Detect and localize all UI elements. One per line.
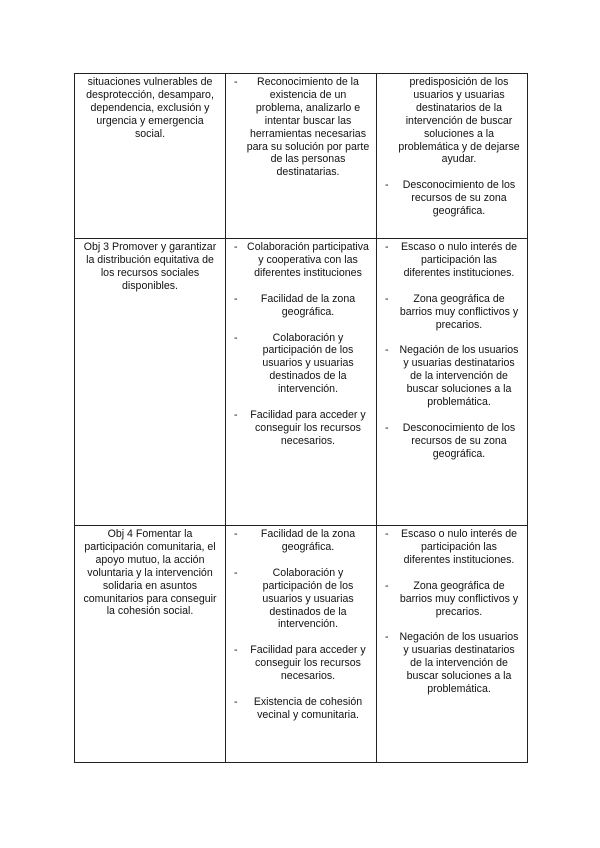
dash-bullet: - [385,579,389,592]
list-item: - Facilidad para acceder y conseguir los recursos necesarios. [234,644,366,683]
objectives-table [74,73,528,763]
list-item: - Desconocimiento de los recursos de su zona geográfica. [385,421,516,460]
dash-bullet: - [234,331,238,344]
dash-bullet: - [385,292,389,305]
strengths-list [230,241,372,448]
list-item-continued: predisposición de los usuarios y usuarias destinatarios de la intervención de buscar soluciones a la problemática y de dejarse ayudar. [398,76,520,166]
objective-cell [75,239,226,526]
strengths-list [230,528,372,722]
objective-text: situaciones vulnerables de desprotección, desamparo, dependencia, exclusión y urgencia y emergencia social. [86,76,214,140]
list-item: - Colaboración y participación de los usuarios y usuarias destinados de la intervención. [234,566,354,631]
list-item: - Facilidad de la zona geográfica. [234,528,356,553]
strengths-list [230,76,372,179]
dash-bullet: - [385,421,389,434]
objective-text: Obj 4 Fomentar la participación comunitaria, el apoyo mutuo, la acción voluntaria y la intervención solidaria en asuntos comunitarios para conseguir la cohesión social. [83,528,217,618]
table-row [75,74,528,239]
strengths-cell [226,526,377,763]
list-item: - Negación de los usuarios y usuarias destinatarios de la intervención de buscar soluciones a la problemática. [385,631,519,696]
list-item: - Existencia de cohesión vecinal y comunitaria. [234,696,363,721]
list-item: - Escaso o nulo interés de participación las diferentes instituciones. [385,528,517,566]
list-item: - Colaboración y participación de los usuarios y usuarias destinados de la intervención. [234,331,354,396]
weaknesses-cell [377,239,528,526]
weaknesses-cell [377,526,528,763]
dash-bullet: - [234,76,238,88]
weaknesses-cell [377,74,528,239]
dash-bullet: - [234,644,238,657]
dash-bullet: - [385,528,389,540]
dash-bullet: - [385,631,389,644]
list-item: - Facilidad de la zona geográfica. [234,292,356,318]
strengths-cell [226,239,377,526]
list-item: - Zona geográfica de barrios muy conflictivos y precarios. [385,579,519,618]
list-item: - Negación de los usuarios y usuarias destinatarios de la intervención de buscar soluciones a la problemática. [385,344,519,409]
dash-bullet: - [234,241,238,253]
objective-text: Obj 3 Promover y garantizar la distribución equitativa de los recursos sociales disponibles. [83,241,217,292]
dash-bullet: - [234,409,238,422]
table-row [75,526,528,763]
list-item: - Escaso o nulo interés de participación las diferentes instituciones. [385,241,517,279]
list-item: - Reconocimiento de la existencia de un problema, analizarlo e intentar buscar las herramientas necesarias para su solución por parte de las personas destinatarias. [234,76,370,179]
dash-bullet: - [385,179,389,192]
table-row [75,239,528,526]
list-item: - Facilidad para acceder y conseguir los recursos necesarios. [234,409,366,447]
dash-bullet: - [234,566,238,579]
dash-bullet: - [234,528,238,540]
objective-cell [75,526,226,763]
strengths-cell [226,74,377,239]
weaknesses-list [381,76,523,218]
dash-bullet: - [234,292,238,305]
list-item: - Desconocimiento de los recursos de su zona geográfica. [385,179,516,218]
weaknesses-list [381,528,523,696]
list-item: - Zona geográfica de barrios muy conflictivos y precarios. [385,292,519,331]
list-item: - Colaboración participativa y cooperativa con las diferentes instituciones [234,241,369,279]
objective-cell [75,74,226,239]
weaknesses-list [381,241,523,461]
dash-bullet: - [385,344,389,357]
dash-bullet: - [234,696,238,709]
dash-bullet: - [385,241,389,253]
